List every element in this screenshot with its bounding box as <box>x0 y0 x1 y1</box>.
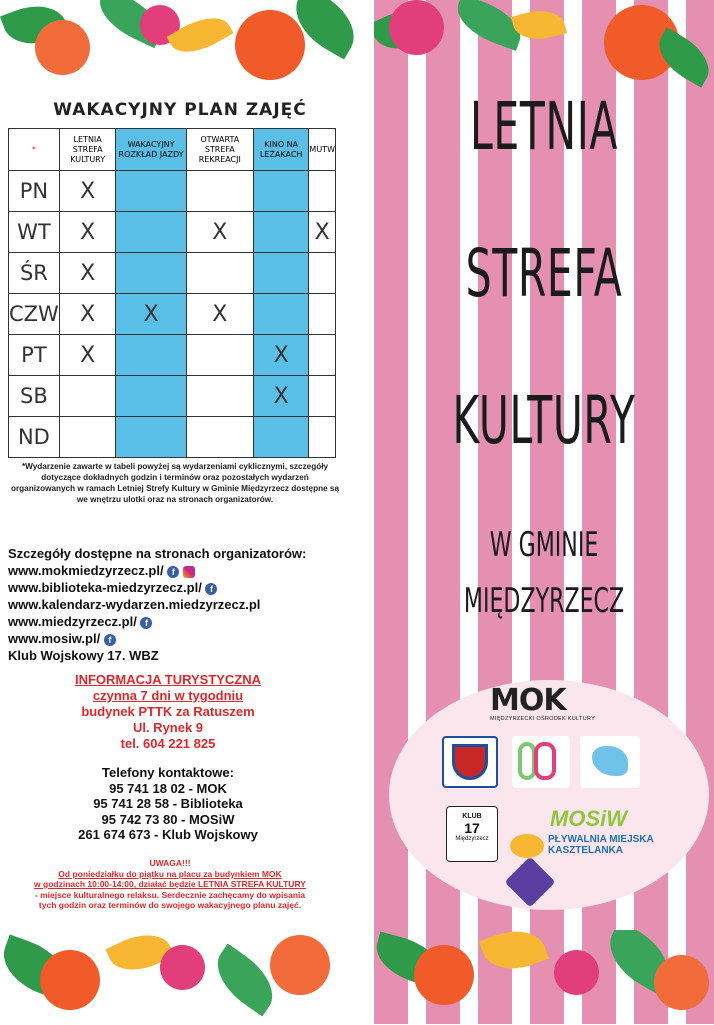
uwaga-notice <box>4 858 336 911</box>
day-label: ŚR <box>9 253 60 294</box>
uwaga-line: Od poniedziałku do piątku na placu za budynkiem MOK <box>58 868 282 879</box>
gmina-coat-of-arms-logo <box>442 736 498 788</box>
phone-item: 261 674 673 - Klub Wojskowy <box>78 827 258 842</box>
table-cell <box>116 253 186 294</box>
table-cell <box>309 376 336 417</box>
day-label: CZW <box>9 294 60 335</box>
table-cell: X <box>59 171 116 212</box>
table-cell <box>253 294 308 335</box>
table-cell <box>116 335 186 376</box>
table-cell: X <box>59 212 116 253</box>
biblioteka-link[interactable]: www.biblioteka-miedzyrzecz.pl/ <box>8 580 202 595</box>
table-cell <box>186 376 253 417</box>
klub-text: Klub Wojskowy 17. WBZ <box>8 648 159 663</box>
flower-footer-decoration <box>374 930 714 1025</box>
col-header: WAKACYJNY ROZKŁAD JAZDY <box>116 129 186 171</box>
uwaga-title: UWAGA!!! <box>149 858 191 868</box>
table-cell <box>309 171 336 212</box>
plan-title: WAKACYJNY PLAN ZAJĘĆ <box>53 100 307 120</box>
table-cell <box>186 417 253 458</box>
table-cell: X <box>116 294 186 335</box>
links-heading: Szczegóły dostępne na stronach organizatorów: <box>8 546 307 561</box>
mosiw-logo: MOSiW <box>550 806 627 831</box>
table-row <box>9 171 336 212</box>
table-cell <box>116 417 186 458</box>
flower-header-decoration <box>0 0 360 95</box>
table-cell <box>116 376 186 417</box>
phones-title: Telefony kontaktowe: <box>102 765 234 780</box>
table-row <box>9 294 336 335</box>
table-cell <box>253 253 308 294</box>
main-title <box>374 88 714 459</box>
kasztelanka-logo: PŁYWALNIA MIEJSKA KASZTELANKA <box>548 834 654 856</box>
subtitle-line: MIĘDZYRZECZ <box>463 581 625 621</box>
flower-header-decoration <box>374 0 714 95</box>
col-header: LETNIA STREFA KULTURY <box>59 129 116 171</box>
tourist-info <box>0 672 336 752</box>
biblioteka-logo <box>512 736 570 788</box>
link-row <box>8 579 358 596</box>
contact-phones <box>0 765 336 843</box>
title-line: LETNIA <box>469 88 619 165</box>
table-cell <box>186 171 253 212</box>
facebook-icon: f <box>140 617 152 629</box>
table-cell <box>253 171 308 212</box>
uwaga-line: w godzinach 10:00-14:00, działać będzie LETNIA STREFA KULTURY <box>34 879 306 889</box>
day-label: PT <box>9 335 60 376</box>
table-row <box>9 376 336 417</box>
gmina-map-logo <box>580 736 640 788</box>
table-cell <box>253 212 308 253</box>
facebook-icon: f <box>167 566 179 578</box>
table-row <box>9 253 336 294</box>
info-title: INFORMACJA TURYSTYCZNA <box>74 672 262 687</box>
miedzyrzecz-link[interactable]: www.miedzyrzecz.pl/ <box>8 614 137 629</box>
info-line: czynna 7 dni w tygodniu <box>92 688 244 703</box>
klub-label: KLUB <box>462 813 482 820</box>
title-line: KULTURY <box>452 382 636 459</box>
link-row <box>8 596 358 613</box>
link-row <box>8 630 358 647</box>
table-cell <box>309 253 336 294</box>
table-cell: X <box>59 335 116 376</box>
table-footnote: *Wydarzenie zawarte w tabeli powyżej są wydarzeniami cyklicznymi, szczegóły dotyczące dokładnych godzin i terminów oraz pozostałych wydarzeń organizowanych w ramach Letniej Strefy Kultury w Gminie Międzyrzecz dostępne są we wnętrzu ulotki oraz na stronach organizatorów. <box>10 462 340 504</box>
table-cell: X <box>309 212 336 253</box>
organizer-links <box>8 545 358 664</box>
table-row <box>9 212 336 253</box>
klub-city: Międzyrzecz <box>455 836 489 842</box>
kasztelanka-icon <box>510 834 544 858</box>
table-cell <box>309 335 336 376</box>
day-label: SB <box>9 376 60 417</box>
klub-wojskowy-logo <box>446 806 498 862</box>
day-label: ND <box>9 417 60 458</box>
link-row <box>8 562 358 579</box>
phone-item: 95 741 28 58 - Biblioteka <box>93 796 243 811</box>
col-header: KINO NA LEŻAKACH <box>253 129 308 171</box>
table-cell <box>59 376 116 417</box>
table-cell: X <box>186 294 253 335</box>
table-cell: X <box>59 253 116 294</box>
table-cell: X <box>253 376 308 417</box>
table-corner-asterisk: * <box>9 129 60 171</box>
uwaga-line: - miejsce kulturalnego relaksu. Serdecznie zachęcamy do wpisania <box>34 889 306 900</box>
mok-link[interactable]: www.mokmiedzyrzecz.pl/ <box>8 563 164 578</box>
info-line: Ul. Rynek 9 <box>132 720 204 735</box>
phone-item: 95 741 18 02 - MOK <box>109 780 227 796</box>
mok-subtitle: MIĘDZYRZECKI OŚRODEK KULTURY <box>490 716 596 722</box>
instagram-icon <box>183 566 195 578</box>
table-cell <box>309 417 336 458</box>
flower-footer-decoration <box>0 930 360 1025</box>
table-cell <box>186 253 253 294</box>
table-cell <box>309 294 336 335</box>
table-cell <box>116 212 186 253</box>
info-line: budynek PTTK za Ratuszem <box>81 704 255 719</box>
col-header: OTWARTA STREFA REKREACJI <box>186 129 253 171</box>
col-header: MUTW <box>309 129 336 171</box>
table-header-row <box>9 129 336 171</box>
uwaga-line: tych godzin oraz terminów do swojego wakacyjnego planu zajęć. <box>38 900 302 910</box>
day-label: PN <box>9 171 60 212</box>
schedule-table <box>8 128 336 458</box>
table-cell <box>253 417 308 458</box>
table-cell: X <box>253 335 308 376</box>
klub-number: 17 <box>464 820 480 836</box>
link-row <box>8 613 358 630</box>
info-phone: tel. 604 221 825 <box>120 736 216 751</box>
mok-logo: MOK <box>490 683 566 718</box>
kalendarz-link[interactable]: www.kalendarz-wydarzen.miedzyrzecz.pl <box>8 597 261 612</box>
table-row <box>9 417 336 458</box>
table-cell: X <box>186 212 253 253</box>
subtitle-line: W GMINIE <box>489 525 599 565</box>
table-cell <box>186 335 253 376</box>
phone-item: 95 742 73 80 - MOSiW <box>101 811 235 827</box>
mosiw-link[interactable]: www.mosiw.pl/ <box>8 631 101 646</box>
table-row <box>9 335 336 376</box>
table-cell <box>116 171 186 212</box>
facebook-icon: f <box>104 634 116 646</box>
subtitle <box>374 525 714 621</box>
table-cell: X <box>59 294 116 335</box>
title-line: STREFA <box>465 235 623 312</box>
table-cell <box>59 417 116 458</box>
facebook-icon: f <box>205 583 217 595</box>
day-label: WT <box>9 212 60 253</box>
right-panel <box>374 0 714 1024</box>
